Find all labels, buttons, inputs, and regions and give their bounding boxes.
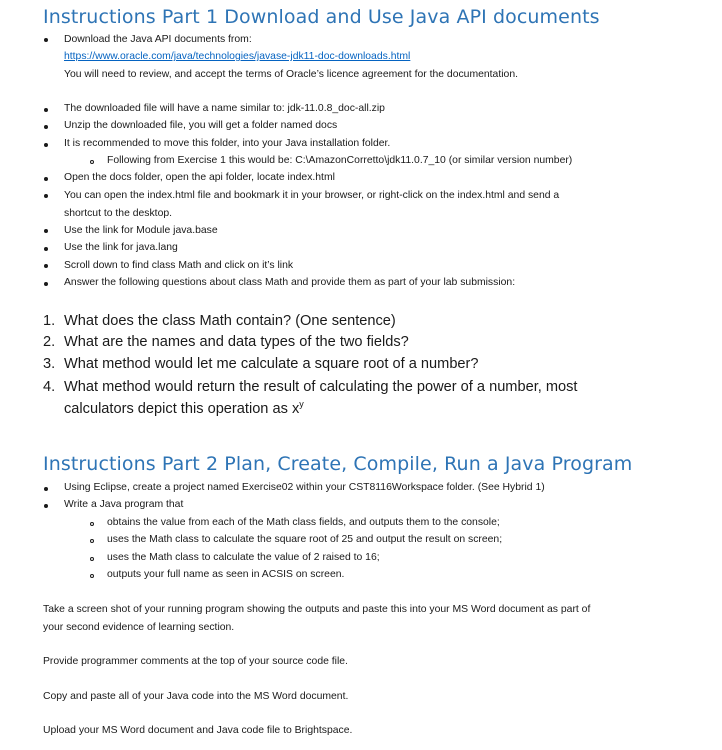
list-item: The downloaded file will have a name similar to: jdk-11.0.8_doc-all.zip: [64, 103, 385, 114]
list-item: outputs your full name as seen in ACSIS on screen.: [107, 569, 345, 580]
question-continuation-text: calculators depict this operation as x: [64, 401, 300, 417]
bullet-dot: [44, 177, 48, 181]
list-item: It is recommended to move this folder, into your Java installation folder.: [64, 138, 391, 149]
part2-heading: Instructions Part 2 Plan, Create, Compile, Run a Java Program: [43, 453, 633, 475]
bullet-dot: [44, 108, 48, 112]
paragraph: Take a screen shot of your running program showing the outputs and paste this into your MS Word document as part of: [43, 604, 591, 615]
superscript-y: y: [299, 399, 304, 409]
list-item: Open the docs folder, open the api folder, locate index.html: [64, 172, 335, 183]
question-number: 4.: [43, 379, 56, 395]
bullet-dot: [44, 487, 48, 491]
bullet-dot: [44, 504, 48, 508]
paragraph: Provide programmer comments at the top of your source code file.: [43, 656, 348, 667]
list-item-continuation: shortcut to the desktop.: [64, 208, 173, 219]
list-item: Scroll down to find class Math and click on it’s link: [64, 260, 294, 271]
sub-bullet-circle: [90, 160, 94, 164]
paragraph-continuation: your second evidence of learning section.: [43, 622, 235, 633]
sub-bullet-circle: [90, 557, 94, 561]
licence-note: You will need to review, and accept the terms of Oracle’s licence agreement for the documentation.: [64, 69, 518, 80]
bullet-dot: [44, 194, 48, 198]
download-instruction: Download the Java API documents from:: [64, 34, 252, 45]
question-number: 2.: [43, 334, 56, 350]
bullet-dot: [44, 229, 48, 233]
list-item: uses the Math class to calculate the value of 2 raised to 16;: [107, 552, 380, 563]
list-item: Use the link for Module java.base: [64, 225, 218, 236]
list-item: You can open the index.html file and bookmark it in your browser, or right-click on the index.html and send a: [64, 190, 560, 201]
list-item: obtains the value from each of the Math class fields, and outputs them to the console;: [107, 517, 500, 528]
bullet-dot: [44, 247, 48, 251]
bullet-dot: [44, 143, 48, 147]
list-item: Write a Java program that: [64, 499, 184, 510]
question-number: 1.: [43, 313, 56, 329]
sub-bullet-circle: [90, 539, 94, 543]
list-item: Using Eclipse, create a project named Exercise02 within your CST8116Workspace folder. (See Hybrid 1): [64, 482, 545, 493]
bullet-dot: [44, 38, 48, 42]
question-text: What method would let me calculate a square root of a number?: [64, 356, 479, 372]
question-continuation: [64, 400, 304, 418]
sub-bullet-circle: [90, 522, 94, 526]
paragraph: Upload your MS Word document and Java code file to Brightspace.: [43, 725, 353, 736]
list-item: uses the Math class to calculate the square root of 25 and output the result on screen;: [107, 534, 503, 545]
bullet-dot: [44, 264, 48, 268]
question-text: What method would return the result of calculating the power of a number, most: [64, 379, 578, 395]
bullet-dot: [44, 125, 48, 129]
bullet-dot: [44, 282, 48, 286]
list-item: Use the link for java.lang: [64, 242, 178, 253]
list-item: Answer the following questions about class Math and provide them as part of your lab submission:: [64, 277, 516, 288]
part1-heading: Instructions Part 1 Download and Use Java API documents: [43, 6, 600, 28]
question-text: What does the class Math contain? (One sentence): [64, 313, 396, 329]
sub-bullet-circle: [90, 574, 94, 578]
question-text: What are the names and data types of the two fields?: [64, 334, 409, 350]
paragraph: Copy and paste all of your Java code into the MS Word document.: [43, 691, 349, 702]
list-item: Unzip the downloaded file, you will get a folder named docs: [64, 120, 338, 131]
oracle-download-link[interactable]: https://www.oracle.com/java/technologies/javase-jdk11-doc-downloads.html: [64, 51, 411, 62]
list-item: Following from Exercise 1 this would be: C:\AmazonCorretto\jdk11.0.7_10 (or similar version number): [107, 155, 573, 166]
question-number: 3.: [43, 356, 56, 372]
